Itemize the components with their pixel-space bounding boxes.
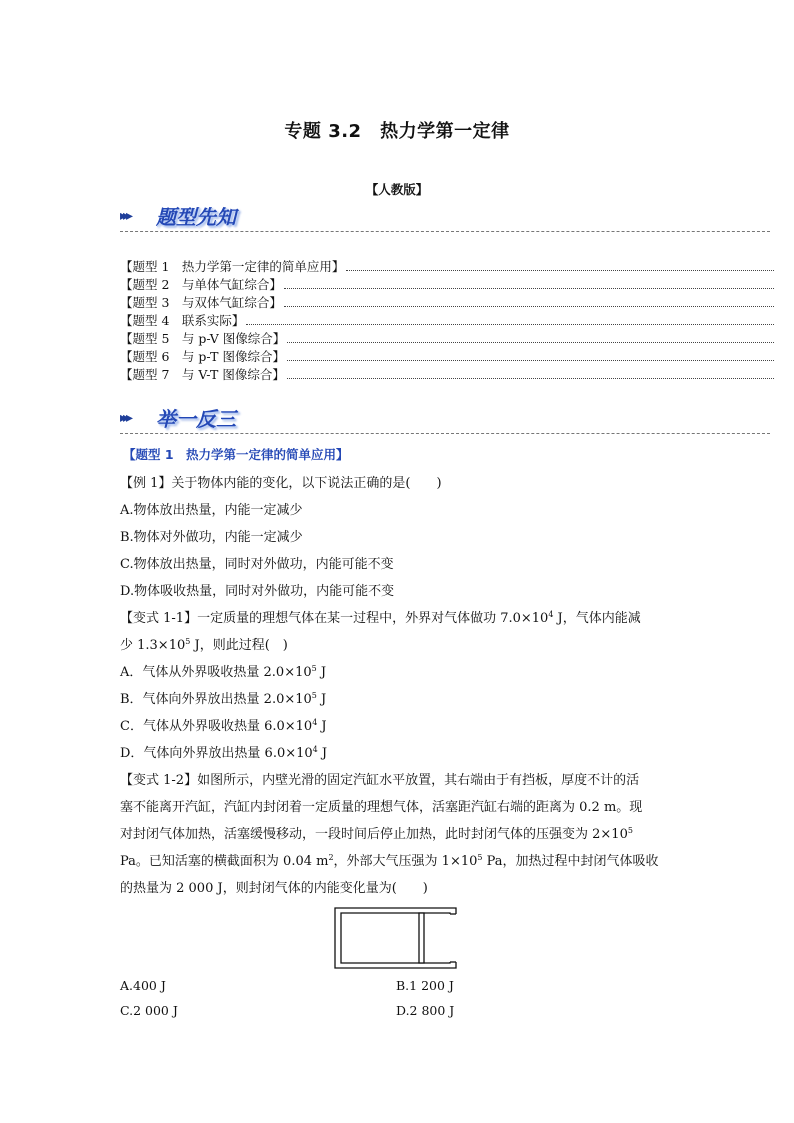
variant12-line5: 的热量为 2 000 J，则封闭气体的内能变化量为( ) xyxy=(120,881,428,896)
variant11-option-d: D．气体向外界放出热量 $6.0\times 10^4$ J xyxy=(120,745,328,761)
example1-option-c: C.物体放出热量，同时对外做功，内能可能不变 xyxy=(120,557,394,572)
section-title-preview: 题型先知 xyxy=(156,205,236,229)
cylinder-inner-outline xyxy=(341,913,450,963)
variant12-option-b: B.1 200 J xyxy=(396,978,454,993)
variant12-option-c: C.2 000 J xyxy=(120,1003,178,1018)
toc-item[interactable]: 【题型 5 与 p-V 图像综合】 xyxy=(120,330,774,348)
variant12-line4: Pa。已知活塞的横截面积为 0.04 $m^2$，外部大气压强为 $1\times 10^5$ Pa，加热过程中封闭气体吸收 xyxy=(120,853,659,869)
toc-item[interactable]: 【题型 1 热力学第一定律的简单应用】 xyxy=(120,258,774,276)
variant12-option-a: A.400 J xyxy=(120,978,166,993)
page-title: 专题 3.2 热力学第一定律 xyxy=(284,121,510,142)
dashed-divider xyxy=(120,433,770,434)
dashed-divider xyxy=(120,231,770,232)
cylinder-diagram xyxy=(332,906,462,970)
section-header-practice xyxy=(120,402,770,434)
example1-option-d: D.物体吸收热量，同时对外做功，内能可能不变 xyxy=(120,584,395,599)
toc-item[interactable]: 【题型 4 联系实际】 xyxy=(120,312,774,330)
triple-arrow-icon: ▸▸▸ xyxy=(120,208,130,224)
toc-item[interactable]: 【题型 3 与双体气缸综合】 xyxy=(120,294,774,312)
toc-item[interactable]: 【题型 7 与 V-T 图像综合】 xyxy=(120,366,774,384)
variant11-line1: 【变式 1-1】一定质量的理想气体在某一过程中，外界对气体做功 $7.0\times 10^4$ J，气体内能减 xyxy=(120,610,641,626)
toc-item[interactable]: 【题型 2 与单体气缸综合】 xyxy=(120,276,774,294)
triple-arrow-icon: ▸▸▸ xyxy=(120,410,130,426)
example1-option-a: A.物体放出热量，内能一定减少 xyxy=(120,503,303,518)
variant11-option-b: B．气体向外界放出热量 $2.0\times 10^5$ J xyxy=(120,691,327,707)
cylinder-outer-wall xyxy=(335,908,456,968)
example1-option-b: B.物体对外做功，内能一定减少 xyxy=(120,530,303,545)
edition-label: 【人教版】 xyxy=(365,182,429,197)
variant11-line2: 少 $1.3\times 10^5$ J，则此过程( ) xyxy=(120,637,288,653)
example1-stem: 【例 1】关于物体内能的变化，以下说法正确的是( ) xyxy=(120,476,442,491)
variant12-line2: 塞不能离开汽缸，汽缸内封闭着一定质量的理想气体，活塞距汽缸右端的距离为 0.2 m。现 xyxy=(120,800,643,815)
variant12-line1: 【变式 1-2】如图所示，内壁光滑的固定汽缸水平放置，其右端由于有挡板，厚度不计的活 xyxy=(120,773,640,788)
toc-item[interactable]: 【题型 6 与 p-T 图像综合】 xyxy=(120,348,774,366)
variant12-line3: 对封闭气体加热，活塞缓慢移动，一段时间后停止加热，此时封闭气体的压强变为 $2\times 10^5$ xyxy=(120,826,633,842)
variant11-option-a: A．气体从外界吸收热量 $2.0\times 10^5$ J xyxy=(120,664,327,680)
variant12-option-d: D.2 800 J xyxy=(396,1003,455,1018)
piston xyxy=(419,913,424,963)
section-title-practice: 举一反三 xyxy=(156,407,236,431)
question-type-heading: 【题型 1 热力学第一定律的简单应用】 xyxy=(123,447,349,462)
variant11-option-c: C．气体从外界吸收热量 $6.0\times 10^4$ J xyxy=(120,718,327,734)
section-header-preview xyxy=(120,200,770,232)
question-type-toc xyxy=(120,258,774,384)
